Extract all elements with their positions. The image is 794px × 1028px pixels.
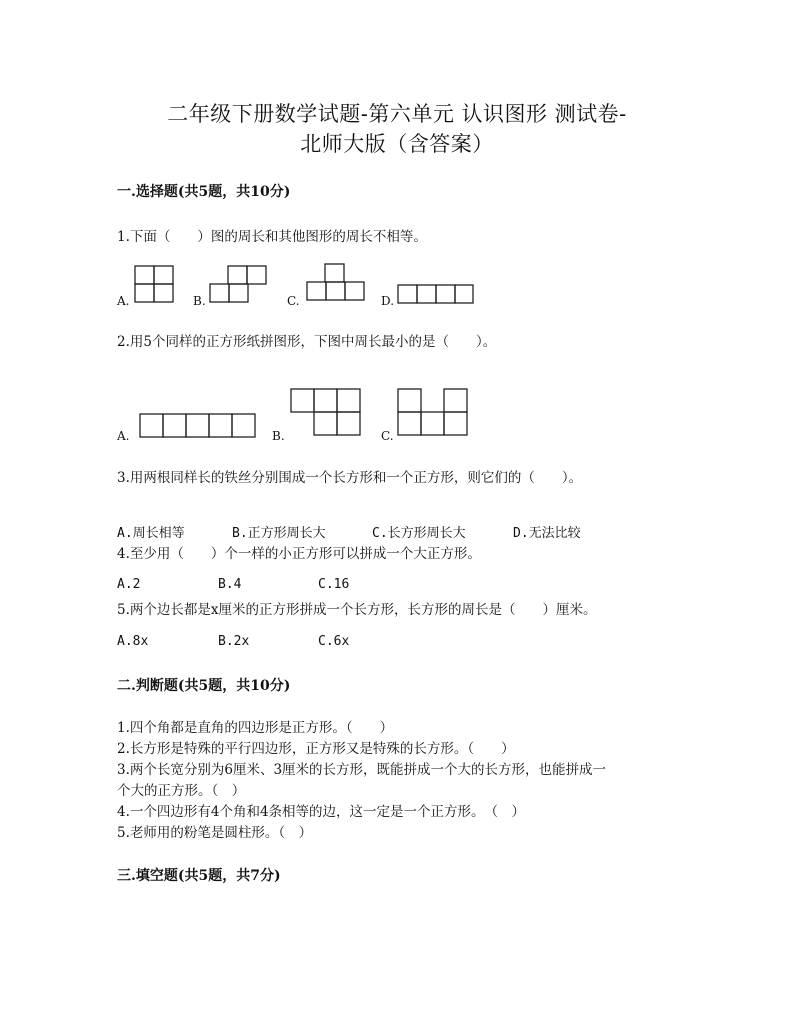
q2-option-a-label: A. xyxy=(117,429,130,443)
judgement-item-1: 1.四个角都是直角的四边形是正方形。（ ） xyxy=(117,720,394,736)
question-2-text: 2.用5个同样的正方形纸拼图形，下图中周长最小的是（ ）。 xyxy=(117,334,497,350)
q3-option-c: C.长方形周长大 xyxy=(372,526,466,541)
q2-option-c-label: C. xyxy=(381,429,394,443)
judgement-item-2: 2.长方形是特殊的平行四边形，正方形又是特殊的长方形。（ ） xyxy=(117,741,515,757)
q5-option-a: A.8x xyxy=(117,634,149,649)
q1-option-c-label: C. xyxy=(287,294,300,308)
q2-option-b-label: B. xyxy=(272,429,285,443)
judgement-item-4: 4.一个四边形有4个角和4条相等的边，这一定是一个正方形。 （ ） xyxy=(117,804,526,820)
question-3-text: 3.用两根同样长的铁丝分别围成一个长方形和一个正方形，则它们的（ ）。 xyxy=(117,470,583,486)
q1-option-d-label: D. xyxy=(381,294,395,308)
question-1-text: 1.下面（ ）图的周长和其他图形的周长不相等。 xyxy=(117,229,427,245)
section-heading-choice: 一.选择题(共5题，共10分) xyxy=(117,184,291,200)
q4-option-c: C.16 xyxy=(318,577,350,592)
q1-option-b-label: B. xyxy=(193,294,206,308)
judgement-item-3: 3.两个长宽分别为6厘米、3厘米的长方形，既能拼成一个大的长方形，也能拼成一 xyxy=(117,762,607,778)
judgement-item-3-cont: 个大的正方形。（ ） xyxy=(117,783,246,799)
judgement-item-5: 5.老师用的粉笔是圆柱形。（ ） xyxy=(117,825,313,841)
q1-figure-c xyxy=(306,263,366,303)
q3-option-a: A.周长相等 xyxy=(117,526,185,541)
q1-figure-d xyxy=(397,284,477,306)
q1-option-a-label: A. xyxy=(117,294,130,308)
q2-figure-a xyxy=(139,413,261,441)
q3-option-d: D.无法比较 xyxy=(513,526,581,541)
q5-option-c: C.6x xyxy=(318,634,350,649)
q3-option-b: B.正方形周长大 xyxy=(232,526,326,541)
q5-option-b: B.2x xyxy=(218,634,250,649)
question-4-text: 4.至少用（ ）个一样的小正方形可以拼成一个大正方形。 xyxy=(117,546,481,562)
q2-figure-c xyxy=(397,388,471,440)
q1-figure-b xyxy=(209,265,269,305)
page-title-line2: 北师大版（含答案） xyxy=(300,132,494,156)
section-heading-judgement: 二.判断题(共5题，共10分) xyxy=(117,678,291,694)
q1-figure-a xyxy=(134,265,176,305)
question-5-text: 5.两个边长都是x厘米的正方形拼成一个长方形，长方形的周长是（ ）厘米。 xyxy=(117,602,597,618)
q4-option-a: A.2 xyxy=(117,577,141,592)
q2-figure-b xyxy=(290,388,364,440)
q4-option-b: B.4 xyxy=(218,577,242,592)
section-heading-fill-blank: 三.填空题(共5题，共7分) xyxy=(117,868,281,884)
page-title-line1: 二年级下册数学试题-第六单元 认识图形 测试卷- xyxy=(167,102,627,126)
